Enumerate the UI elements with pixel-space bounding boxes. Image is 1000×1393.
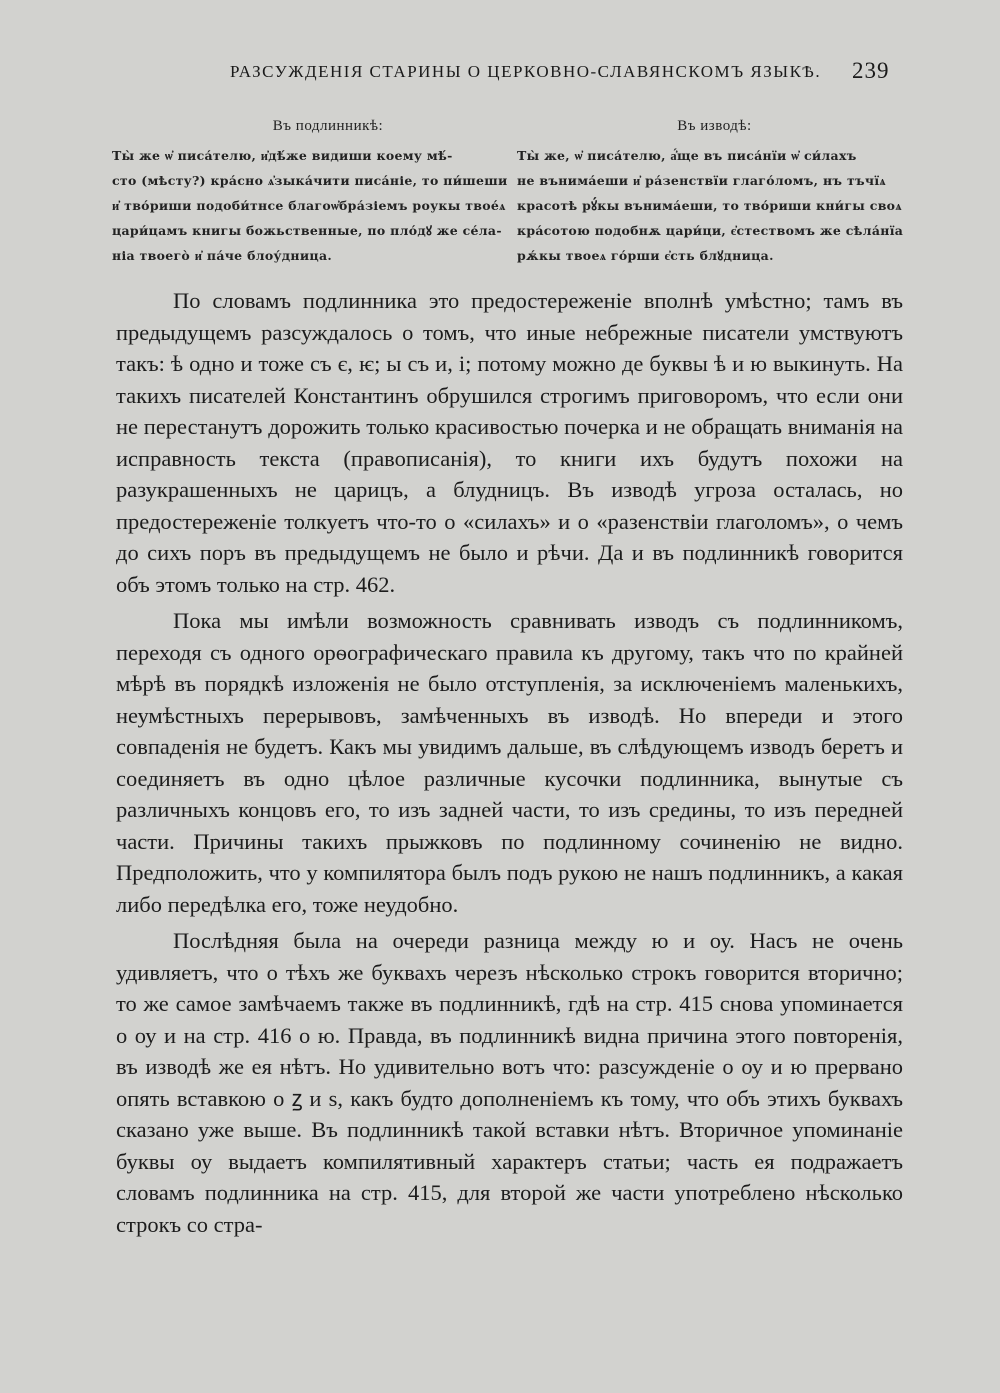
quote-line: не вънима́еши и҆ ра́зенствїи глаго́ломъ, нъ тъчїѧ (517, 173, 886, 188)
quote-line: кра́сотою подобнѫ цари́ци, є҆стествомъ же сѣла́нїа (517, 223, 904, 238)
paragraph: По словамъ подлинника это предостереженіе вполнѣ умѣстно; тамъ въ предыдущемъ разсуждалось о томъ, что иные небрежные писатели умствуютъ такъ: ѣ одно и тоже съ є, ѥ; ы съ и, і; потому можно де буквы ѣ и ю выкинуть. На такихъ писателей Константинъ обрушился строгимъ приговоромъ, что если они не перестанутъ дорожить только красивостью почерка и не обращать вниманія на исправность текста (правописанія), то книги ихъ будутъ похожи на разукрашенныхъ не царицъ, а блудницъ. Въ изводѣ угроза осталась, но предостереженіе толкуетъ что-то о «силахъ» и о «разенствіи глаголомъ», о чемъ до сихъ поръ въ предыдущемъ не было и рѣчи. Да и въ подлинникѣ говорится объ этомъ только на стр. 462. (116, 288, 903, 597)
quote-line: цари́цамъ книгы божьственные, по пло́дꙋ же се́ла- (112, 223, 502, 238)
page-number: 239 (852, 58, 890, 83)
main-text (116, 285, 903, 1245)
quote-line: рѫ́кы твоеѧ го́рши є҆сть блꙋдница. (517, 248, 774, 263)
running-head: РАЗСУЖДЕНІЯ СТАРИНЫ О ЦЕРКОВНО-СЛАВЯНСКОМЪ ЯЗЫКѢ. (230, 62, 822, 81)
redaction-text-column (517, 115, 902, 268)
original-column-heading: Въ подлинникѣ: (272, 118, 384, 134)
paragraph: Послѣдняя была на очереди разница между ю и оу. Насъ не очень удивляетъ, что о тѣхъ же буквахъ черезъ нѣсколько строкъ говорится вторично; то же самое замѣчаемъ также въ подлинникѣ, гдѣ на стр. 415 снова упоминается о оу и на стр. 416 о ю. Правда, въ подлинникѣ видна причина этого повторенія, въ изводѣ же ея нѣтъ. Но удивительно вотъ что: разсужденіе о оу и ю прервано опять вставкою о ꙁ и ѕ, какъ будто дополненіемъ къ тому, что объ этихъ буквахъ сказано уже выше. Въ подлинникѣ такой вставки нѣтъ. Вторичное упоминаніе буквы оу выдаетъ компилятивный характеръ статьи; часть ея подражаетъ словамъ подлинника на стр. 415, для второй же части употреблено нѣсколько строкъ со стра- (116, 928, 903, 1237)
quote-line: Ты̀ же ѡ҆ писа́телю, и҆дѣ́же видиши коему мѣ́- (112, 148, 453, 163)
quote-line: ніа твоего̀ и҆ па́че блоу́дница. (112, 248, 333, 263)
paragraph: Пока мы имѣли возможность сравнивать изводъ съ подлинникомъ, переходя съ одного орѳографическаго правила къ другому, такъ что по крайней мѣрѣ въ порядкѣ изложенія не было отступленія, за исключеніемъ маленькихъ, неумѣстныхъ перерывовъ, замѣченныхъ въ изводѣ. Но впереди и этого совпаденія не будетъ. Какъ мы увидимъ дальше, въ слѣдующемъ изводъ беретъ и соединяетъ въ одно цѣлое различные кусочки подлинника, вынутые съ различныхъ концовъ его, то изъ задней части, то изъ средины, то изъ передней части. Причины такихъ прыжковъ по подлинному сочиненію не видно. Предположить, что у компилятора былъ подъ рукою не нашъ подлинникъ, а какая либо передѣлка его, тоже неудобно. (116, 608, 903, 917)
original-text-column (112, 115, 508, 268)
quote-line: сто (мѣсту?) кра́сно ѧ҆зыка́чити писа́ніе, то пи́шеши (112, 173, 508, 188)
quote-line: красотѣ рꙋ́кы вънима́еши, то тво́риши кни́гы своѧ (517, 198, 902, 213)
redaction-column-heading: Въ изводѣ: (677, 118, 752, 134)
quote-line: и҆ тво́риши подоби́тнсе благоѡ҆бра́зіемъ роукы твое́ѧ (112, 198, 506, 213)
original-slavonic-quote (112, 143, 508, 268)
redaction-slavonic-quote (517, 143, 902, 268)
quote-line: Ты̀ же, ѡ҆ писа́телю, а҆́ще въ писа́нїи ѡ҆ си́лахъ (517, 148, 857, 163)
